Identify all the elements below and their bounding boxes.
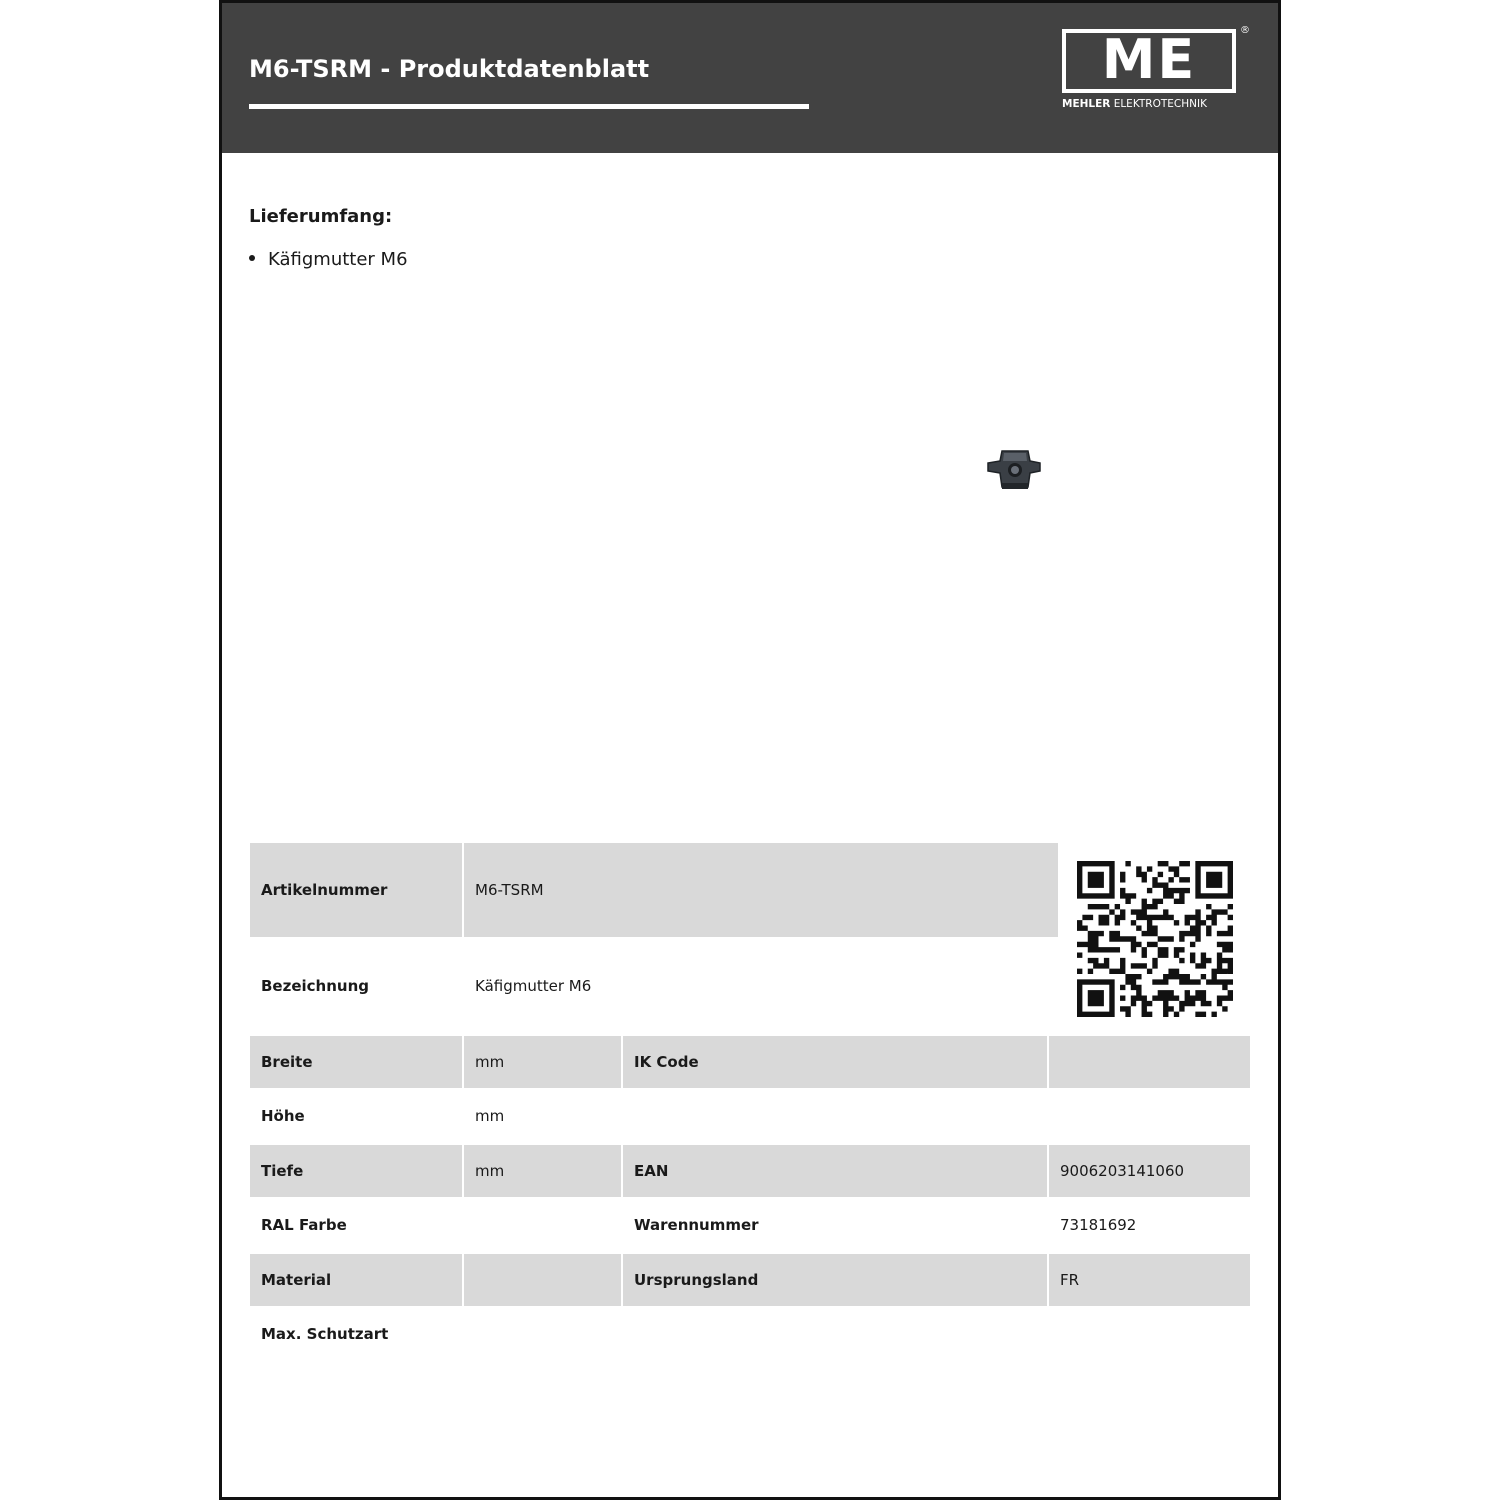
table-row xyxy=(250,1145,1250,1197)
warennummer-label: Warennummer xyxy=(634,1216,759,1234)
ean-value: 9006203141060 xyxy=(1049,1145,1250,1197)
cage-nut-image xyxy=(984,443,1046,495)
hoehe-value: mm xyxy=(475,1107,505,1125)
artikelnummer-label: Artikelnummer xyxy=(250,843,462,937)
logo-subline: ELEKTROTECHNIK xyxy=(1113,98,1207,110)
bullet-icon xyxy=(249,255,255,261)
tiefe-label: Tiefe xyxy=(250,1145,462,1197)
material-label: Material xyxy=(250,1254,462,1306)
logo-brand: MEHLER xyxy=(1062,98,1111,110)
title-underline xyxy=(249,104,809,109)
ikcode-value xyxy=(1049,1036,1250,1088)
logo-registered-mark: ® xyxy=(1240,25,1250,36)
mehler-logo xyxy=(1062,25,1252,115)
table-row xyxy=(250,1090,1250,1142)
breite-label: Breite xyxy=(250,1036,462,1088)
ursprungsland-value: FR xyxy=(1049,1254,1250,1306)
table-row xyxy=(250,1308,1250,1360)
bezeichnung-value: Käfigmutter M6 xyxy=(475,977,592,995)
ral-value xyxy=(464,1199,621,1251)
logo-company-name xyxy=(1062,98,1238,110)
table-row xyxy=(250,939,1058,1033)
qr-code xyxy=(1077,861,1233,1017)
breite-value: mm xyxy=(464,1036,621,1088)
ral-label: RAL Farbe xyxy=(261,1216,347,1234)
schutzart-value xyxy=(464,1308,621,1360)
table-row xyxy=(250,1254,1250,1306)
ikcode-label: IK Code xyxy=(623,1036,1047,1088)
artikelnummer-value: M6-TSRM xyxy=(464,843,1058,937)
tiefe-value: mm xyxy=(464,1145,621,1197)
scope-list-item xyxy=(249,249,408,270)
scope-item-text: Käfigmutter M6 xyxy=(268,249,408,270)
logo-letters: ME xyxy=(1101,28,1197,91)
table-row xyxy=(250,1199,1250,1251)
warennummer-value: 73181692 xyxy=(1060,1216,1137,1234)
table-row xyxy=(250,1036,1250,1088)
hoehe-label: Höhe xyxy=(261,1107,305,1125)
page-title: M6-TSRM - Produktdatenblatt xyxy=(249,55,650,83)
scope-title: Lieferumfang: xyxy=(249,206,393,227)
bezeichnung-label: Bezeichnung xyxy=(261,977,369,995)
datasheet-page xyxy=(219,0,1281,1500)
ean-label: EAN xyxy=(623,1145,1047,1197)
schutzart-label: Max. Schutzart xyxy=(261,1325,389,1343)
table-row xyxy=(250,843,1058,937)
header-bar xyxy=(222,3,1278,153)
ursprungsland-label: Ursprungsland xyxy=(623,1254,1047,1306)
material-value xyxy=(464,1254,621,1306)
